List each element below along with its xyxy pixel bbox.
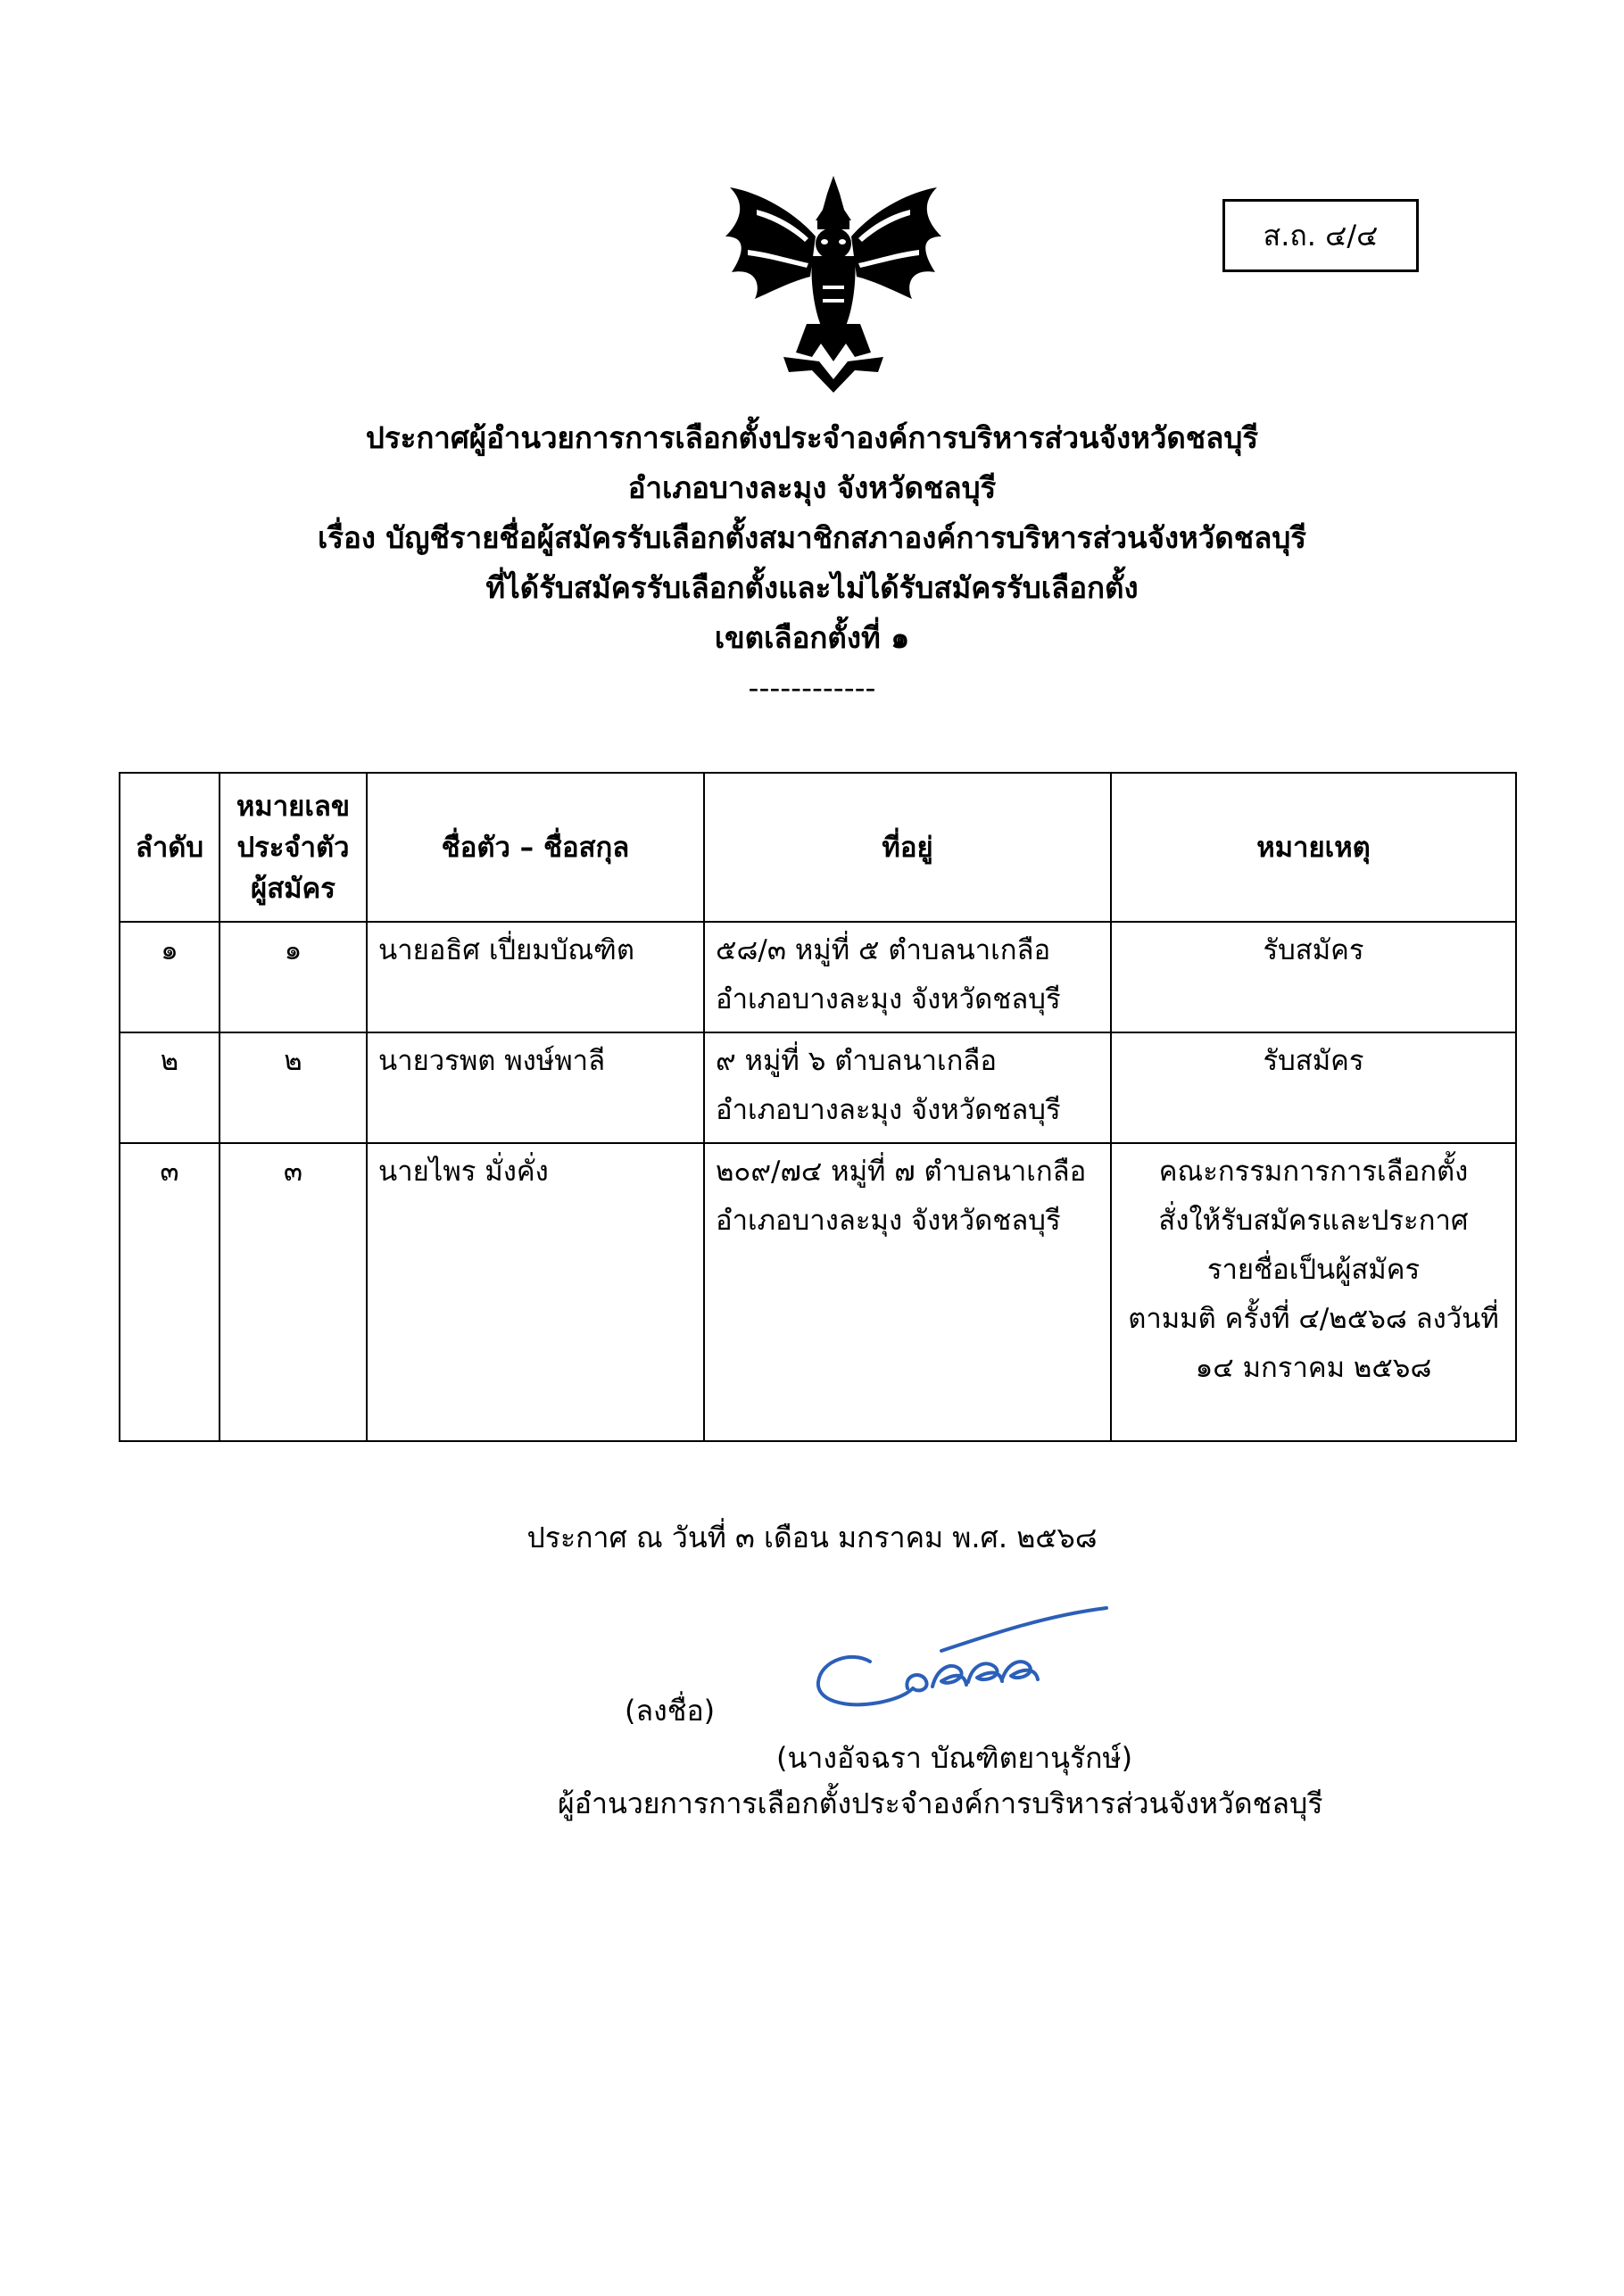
- address-line-1: ๒๐๙/๗๔ หมู่ที่ ๗ ตำบลนาเกลือ: [716, 1156, 1087, 1188]
- cell-number: ๓: [220, 1143, 367, 1441]
- signatory-name: (นางอัจฉรา บัณฑิตยานุรักษ์): [776, 1741, 1133, 1775]
- announcement-date: ประกาศ ณ วันที่ ๓ เดือน มกราคม พ.ศ. ๒๕๖๘: [526, 1521, 1098, 1554]
- remark-line-2: สั่งให้รับสมัครและประกาศ: [1158, 1205, 1469, 1237]
- header-remark: หมายเหตุ: [1111, 773, 1516, 922]
- remark-line-4: ตามมติ ครั้งที่ ๔/๒๕๖๘ ลงวันที่: [1128, 1303, 1499, 1335]
- remark-line-3: รายชื่อเป็นผู้สมัคร: [1206, 1254, 1421, 1286]
- header-number-line-3: ผู้สมัคร: [251, 872, 336, 905]
- cell-order: ๓: [120, 1143, 220, 1441]
- heading-separator: ------------: [748, 670, 876, 705]
- address-line-2: อำเภอบางละมุง จังหวัดชลบุรี: [716, 1094, 1061, 1126]
- announcement-heading: [0, 413, 1624, 713]
- address-line-2: อำเภอบางละมุง จังหวัดชลบุรี: [716, 983, 1061, 1015]
- table-row: [120, 1032, 1516, 1143]
- cell-remark: [1111, 922, 1516, 1032]
- garuda-emblem-icon: [721, 174, 946, 393]
- heading-line-3: เรื่อง บัญชีรายชื่อผู้สมัครรับเลือกตั้งสมาชิกสภาองค์การบริหารส่วนจังหวัดชลบุรี: [317, 520, 1307, 555]
- header-number-line-1: หมายเลข: [236, 790, 351, 823]
- table-row: [120, 922, 1516, 1032]
- header-order: ลำดับ: [120, 773, 220, 922]
- cell-order: ๑: [120, 922, 220, 1032]
- cell-order: ๒: [120, 1032, 220, 1143]
- cell-name: นายอธิศ เปี่ยมบัณฑิต: [367, 922, 704, 1032]
- cell-address: [704, 922, 1111, 1032]
- table-header-row: [120, 773, 1516, 922]
- remark-line-5: ๑๔ มกราคม ๒๕๖๘: [1195, 1352, 1432, 1384]
- form-code-box: [1222, 199, 1419, 272]
- signature-label: (ลงชื่อ): [625, 1694, 716, 1728]
- remark-line-1: รับสมัคร: [1263, 934, 1364, 966]
- heading-line-5: เขตเลือกตั้งที่ ๑: [714, 620, 910, 655]
- address-line-1: ๕๘/๓ หมู่ที่ ๕ ตำบลนาเกลือ: [716, 934, 1051, 966]
- candidate-table: [119, 772, 1517, 1442]
- cell-name: นายวรพต พงษ์พาลี: [367, 1032, 704, 1143]
- cell-address: [704, 1032, 1111, 1143]
- remark-line-1: คณะกรรมการการเลือกตั้ง: [1158, 1156, 1469, 1188]
- cell-remark: [1111, 1143, 1516, 1441]
- cell-remark: [1111, 1032, 1516, 1143]
- heading-line-4: ที่ได้รับสมัครรับเลือกตั้งและไม่ได้รับสมัครรับเลือกตั้ง: [485, 570, 1139, 605]
- header-candidate-number: [220, 773, 367, 922]
- header-number-line-2: ประจำตัว: [236, 831, 350, 864]
- cell-address: [704, 1143, 1111, 1441]
- header-address: ที่อยู่: [704, 773, 1111, 922]
- signatory-title: ผู้อำนวยการการเลือกตั้งประจำองค์การบริหารส่วนจังหวัดชลบุรี: [558, 1786, 1323, 1820]
- cell-number: ๒: [220, 1032, 367, 1143]
- table-row: [120, 1143, 1516, 1441]
- form-code: ส.ถ. ๔/๔: [1263, 218, 1379, 253]
- heading-line-1: ประกาศผู้อำนวยการการเลือกตั้งประจำองค์การบริหารส่วนจังหวัดชลบุรี: [365, 420, 1259, 455]
- address-line-1: ๙ หมู่ที่ ๖ ตำบลนาเกลือ: [716, 1045, 998, 1077]
- header-name: ชื่อตัว – ชื่อสกุล: [367, 773, 704, 922]
- address-line-2: อำเภอบางละมุง จังหวัดชลบุรี: [716, 1205, 1061, 1237]
- cell-number: ๑: [220, 922, 367, 1032]
- heading-line-2: อำเภอบางละมุง จังหวัดชลบุรี: [627, 470, 997, 505]
- cell-name: นายไพร มั่งคั่ง: [367, 1143, 704, 1441]
- remark-line-1: รับสมัคร: [1263, 1045, 1364, 1077]
- handwritten-signature: [808, 1606, 1111, 1722]
